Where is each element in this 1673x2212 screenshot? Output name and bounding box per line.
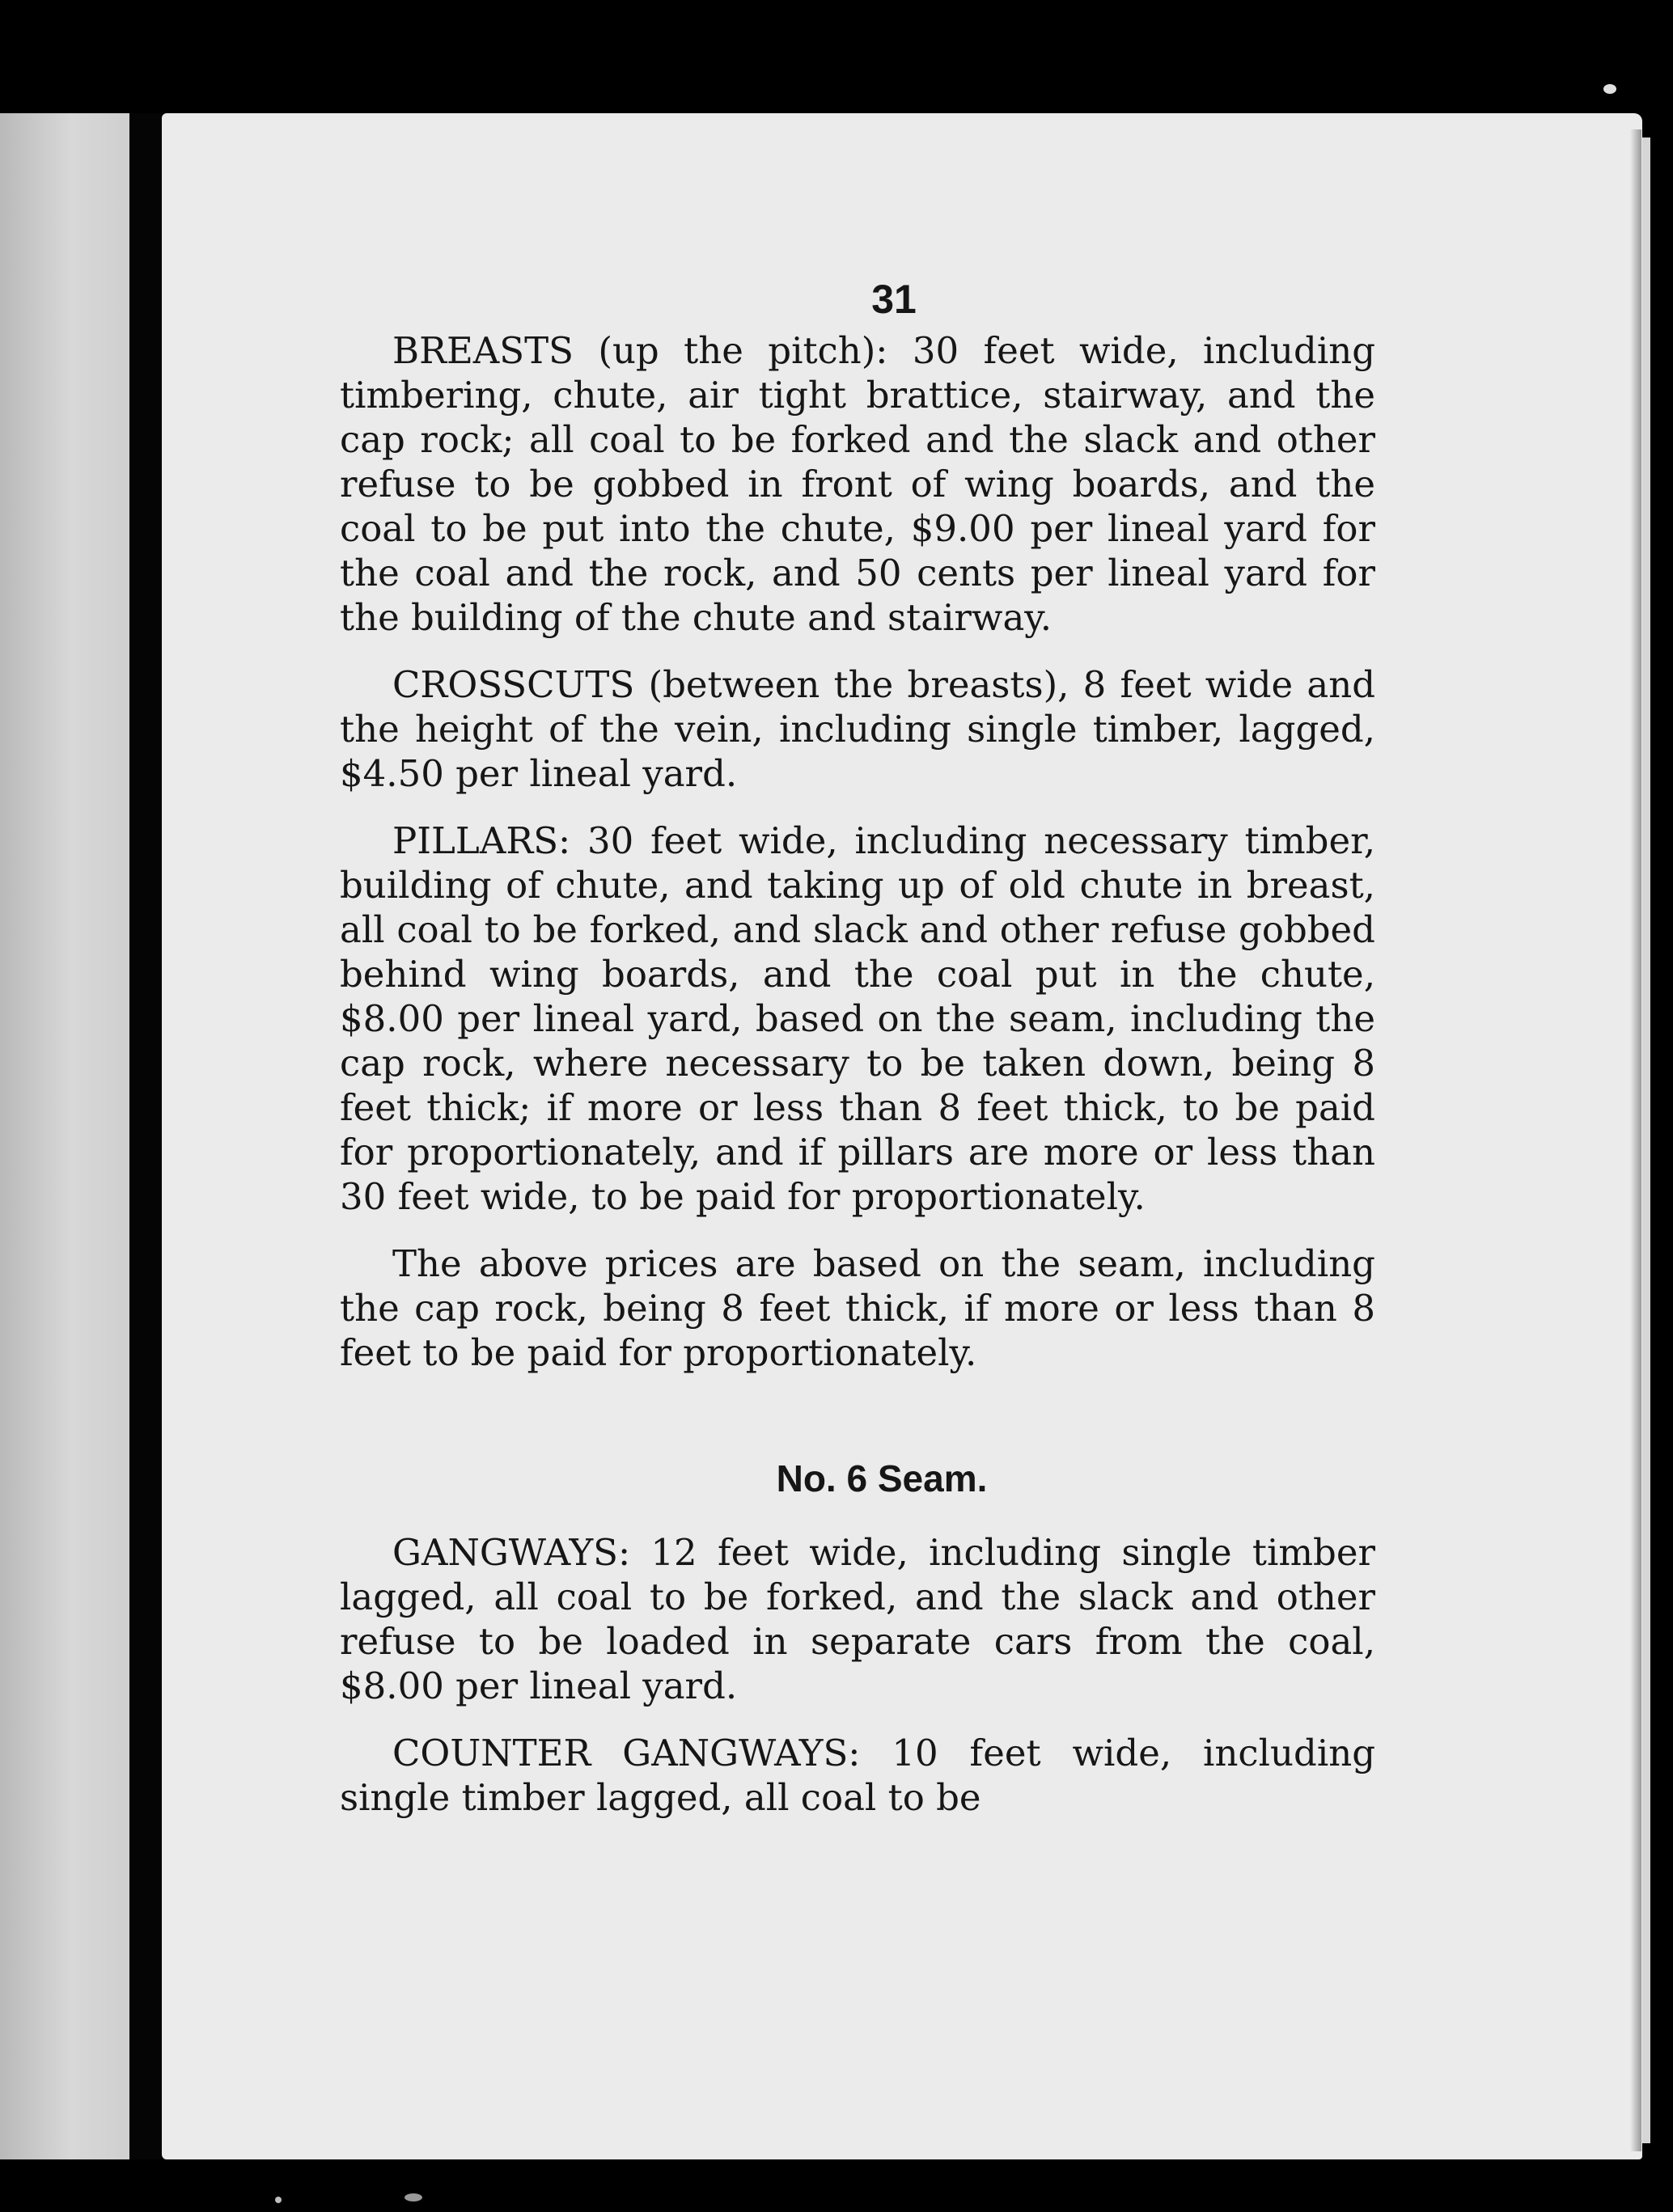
paragraph-counter-gangways: COUNTER GANGWAYS: 10 feet wide, including single timber lagged, all coal to be — [340, 1732, 1375, 1819]
page-number: 31 — [871, 277, 917, 322]
scan-speck — [404, 2193, 422, 2201]
page-text — [340, 275, 1375, 1842]
paragraph-gangways: GANGWAYS: 12 feet wide, including single timber lagged, all coal to be forked, and the slack and other refuse to be loaded in separate cars from the coal, $8.00 per lineal yard. — [340, 1531, 1375, 1707]
scan-speck — [275, 2197, 282, 2203]
left-page-edge — [0, 113, 129, 2159]
paragraph-above-prices: The above prices are based on the seam, including the cap rock, being 8 feet thick, if more or less than 8 feet to be paid for proportionately. — [340, 1242, 1375, 1374]
paragraph-breasts: BREASTS (up the pitch): 30 feet wide, including timbering, chute, air tight brattice, stairway, and the cap rock; all coal to be forked and the slack and other refuse to be gobbed in front of wing boards, and the coal to be put into the chute, $9.00 per lineal yard for the coal and the rock, and 50 cents per lineal yard for the building of the chute and stairway. — [340, 329, 1375, 639]
section-heading: No. 6 Seam. — [776, 1457, 988, 1499]
page-right-edge — [1642, 137, 1650, 2143]
paragraph-pillars: PILLARS: 30 feet wide, including necessary timber, building of chute, and taking up of old chute in breast, all coal to be forked, and slack and other refuse gobbed behind wing boards, and the coal put in the chute, $8.00 per lineal yard, based on the seam, including the cap rock, where necessary to be taken down, being 8 feet thick; if more or less than 8 feet thick, to be paid for proportionately, and if pillars are more or less than 30 feet wide, to be paid for proportionately. — [340, 819, 1375, 1218]
page-right-shadow — [1630, 129, 1641, 2151]
paragraph-crosscuts: CROSSCUTS (between the breasts), 8 feet wide and the height of the vein, including single timber, lagged, $4.50 per lineal yard. — [340, 663, 1375, 795]
book-spine — [129, 113, 162, 2159]
scan-speck — [1603, 84, 1616, 94]
